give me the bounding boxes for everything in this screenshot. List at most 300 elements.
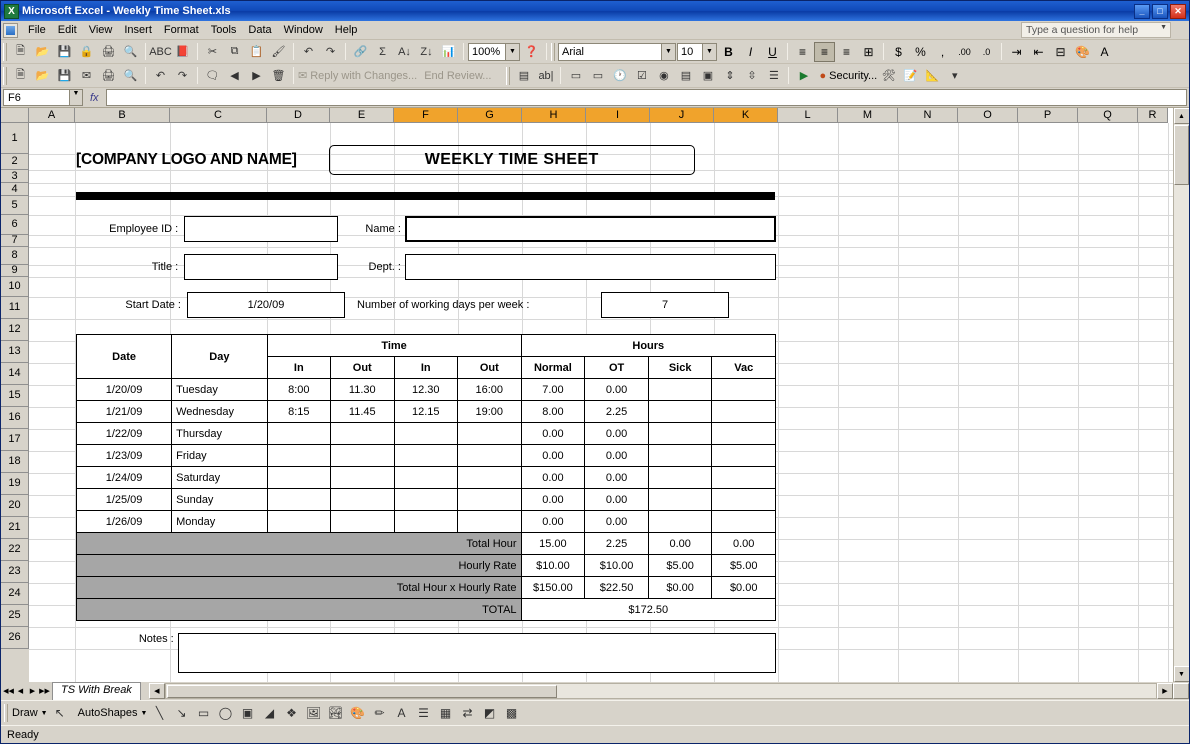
time-sheet-form	[76, 145, 776, 673]
oval-icon[interactable]: ◯	[218, 706, 233, 720]
cell-date[interactable]: 1/23/09	[77, 445, 172, 467]
cell-ot[interactable]: 0.00	[585, 511, 649, 533]
cell-normal[interactable]: 0.00	[521, 445, 585, 467]
summary-ot[interactable]: $22.50	[585, 577, 649, 599]
scroll-up-icon[interactable]: ▲	[1174, 108, 1190, 124]
toolbar-separator	[883, 43, 884, 60]
row-header-23[interactable]: 23	[1, 561, 29, 583]
column-header-P[interactable]: P	[1018, 108, 1078, 123]
employee-id-input[interactable]	[184, 216, 338, 242]
column-header-G[interactable]: G	[458, 108, 522, 123]
summary-vac[interactable]: $0.00	[712, 577, 776, 599]
insert-hyperlink-icon[interactable]: 🔗	[353, 46, 368, 58]
line-icon[interactable]: ╲	[155, 706, 164, 720]
scroll-right-icon[interactable]: ▶	[1157, 683, 1173, 699]
row-header-24[interactable]: 24	[1, 583, 29, 605]
column-header-B[interactable]: B	[75, 108, 170, 123]
sort-ascending-icon[interactable]: A↓	[398, 45, 411, 58]
row-headers	[1, 123, 29, 682]
save-disk-icon[interactable]: 💾	[57, 70, 72, 82]
new-document-icon[interactable]: 🗎	[16, 45, 25, 57]
tab-nav-buttons	[1, 682, 52, 700]
cell-day[interactable]: Tuesday	[172, 379, 267, 401]
summary-ot[interactable]: 2.25	[585, 533, 649, 555]
scroll-down-icon[interactable]: ▼	[1174, 666, 1190, 682]
mail-recipient-icon[interactable]: ✉	[81, 70, 92, 82]
toolbar-grip[interactable]	[506, 67, 510, 85]
row-header-3[interactable]: 3	[1, 170, 29, 183]
row-header-18[interactable]: 18	[1, 451, 29, 473]
cell-in1[interactable]	[267, 511, 330, 533]
increase-decimal-button[interactable]: .00	[958, 46, 971, 57]
shadow-style-icon[interactable]: ◩	[483, 706, 496, 720]
cell-normal[interactable]: 0.00	[521, 489, 585, 511]
horizontal-scroll-thumb[interactable]	[167, 685, 557, 698]
row-header-14[interactable]: 14	[1, 363, 29, 385]
cell-out2[interactable]	[458, 445, 522, 467]
design-mode-icon[interactable]: 📐	[925, 70, 940, 82]
bold-button[interactable]: B	[724, 44, 733, 59]
cell-date[interactable]: 1/22/09	[77, 423, 172, 445]
cell-day[interactable]: Friday	[172, 445, 267, 467]
menu-format[interactable]: Format	[163, 23, 199, 36]
menu-window[interactable]: Window	[283, 23, 323, 36]
toolbar-separator	[197, 43, 198, 60]
currency-button[interactable]: $	[895, 44, 902, 59]
cell-vac[interactable]	[712, 511, 776, 533]
italic-button[interactable]: I	[748, 44, 753, 59]
name-box-value: F6	[8, 91, 21, 104]
cell-out1[interactable]	[331, 423, 395, 445]
cell-day[interactable]: Wednesday	[172, 401, 267, 423]
cell-in1[interactable]	[267, 467, 330, 489]
grand-total-value[interactable]: $172.50	[521, 599, 775, 621]
cell-in2[interactable]	[394, 467, 458, 489]
undo-icon[interactable]: ↶	[303, 46, 314, 58]
table-group-header-row	[77, 335, 776, 357]
clip-art-icon[interactable]: 🖼	[305, 706, 322, 720]
cell-date[interactable]: 1/24/09	[77, 467, 172, 489]
end-review-button[interactable]: End Review...	[424, 69, 492, 82]
menu-edit[interactable]: Edit	[57, 23, 77, 36]
cell-out2[interactable]	[458, 511, 522, 533]
cell-out2[interactable]: 16:00	[458, 379, 522, 401]
chevron-down-icon[interactable]: ▼	[702, 44, 716, 60]
row-header-11[interactable]: 11	[1, 297, 29, 319]
cell-sick[interactable]	[648, 511, 712, 533]
draw-menu[interactable]: Draw ▼	[12, 707, 48, 719]
toolbar-grip[interactable]	[4, 704, 8, 722]
combo-box-icon[interactable]: ▣	[702, 70, 714, 82]
new-comment-icon[interactable]: 🗨	[205, 70, 220, 82]
three-d-style-icon[interactable]: ▩	[505, 706, 518, 720]
column-header-J[interactable]: J	[650, 108, 714, 123]
summary-label: Hourly Rate	[77, 555, 522, 577]
redo-icon[interactable]: ↷	[177, 70, 188, 82]
previous-comment-icon[interactable]: ◀	[230, 70, 239, 82]
chevron-down-icon[interactable]: ▼	[505, 44, 519, 60]
last-sheet-button[interactable]: ▶▶	[39, 688, 50, 695]
row-startdate-workingdays	[76, 292, 776, 318]
diagram-icon[interactable]: ❖	[286, 706, 297, 720]
cell-normal[interactable]: 7.00	[521, 379, 585, 401]
properties-icon[interactable]: ☰	[769, 70, 779, 82]
picture-icon[interactable]: 🏞	[327, 706, 344, 720]
redo-icon[interactable]: ↷	[325, 46, 336, 58]
arrow-icon[interactable]: ↘	[176, 706, 187, 720]
reply-with-changes-button[interactable]: ✉ Reply with Changes...	[298, 69, 418, 82]
line-style-icon[interactable]: ☰	[418, 706, 429, 720]
split-box[interactable]	[1173, 683, 1189, 699]
cell-out2[interactable]	[458, 489, 522, 511]
cell-vac[interactable]	[712, 423, 776, 445]
visual-basic-editor-icon[interactable]: 🛠	[881, 70, 896, 82]
cell-out1[interactable]: 11.45	[331, 401, 395, 423]
row-header-6[interactable]: 6	[1, 215, 29, 235]
row-header-22[interactable]: 22	[1, 539, 29, 561]
undo-icon[interactable]: ↶	[155, 70, 166, 82]
gridline-vertical	[898, 123, 899, 682]
arrow-style-icon[interactable]: ⇄	[462, 706, 473, 720]
cell-sick[interactable]	[648, 489, 712, 511]
column-header-I[interactable]: I	[586, 108, 650, 123]
column-header-N[interactable]: N	[898, 108, 958, 123]
menu-help[interactable]: Help	[334, 23, 358, 36]
merge-cells-button[interactable]: ⊞	[863, 44, 874, 59]
cell-out1[interactable]	[331, 445, 395, 467]
table-row[interactable]	[77, 467, 776, 489]
checkbox-icon[interactable]: ☑	[637, 70, 647, 82]
format-painter-icon[interactable]: 🖌	[271, 46, 286, 58]
row-header-4[interactable]: 4	[1, 183, 29, 196]
table-row[interactable]	[77, 423, 776, 445]
sheet-tab-ts-with-break[interactable]: TS With Break	[52, 682, 141, 700]
print-icon[interactable]: 🖨	[101, 70, 116, 82]
scrollbar-icon[interactable]: ⇳	[747, 70, 757, 82]
cell-normal[interactable]: 0.00	[521, 423, 585, 445]
autoshapes-menu[interactable]: AutoShapes ▼	[77, 707, 148, 719]
notes-label: Notes :	[138, 633, 174, 645]
cell-in2[interactable]	[394, 489, 458, 511]
indent-button[interactable]: ⇥	[1011, 44, 1022, 59]
cell-sick[interactable]	[648, 379, 712, 401]
row-header-15[interactable]: 15	[1, 385, 29, 407]
cell-in2[interactable]	[394, 511, 458, 533]
toolbar-separator	[145, 43, 146, 60]
row-header-20[interactable]: 20	[1, 495, 29, 517]
ungroup-icon[interactable]: ▭	[592, 70, 604, 82]
outdent-button[interactable]: ⇤	[1033, 44, 1044, 59]
column-header-O[interactable]: O	[958, 108, 1018, 123]
open-folder-icon[interactable]: 📂	[35, 70, 50, 82]
ask-a-question-box[interactable]: Type a question for help ▼	[1021, 22, 1171, 38]
font-color-button[interactable]: A	[1100, 44, 1109, 59]
select-objects-icon[interactable]: ↖	[54, 706, 65, 720]
print-preview-icon[interactable]: 🔍	[123, 46, 138, 58]
dash-style-icon[interactable]: ▦	[439, 706, 452, 720]
row-header-7[interactable]: 7	[1, 235, 29, 247]
table-row[interactable]	[77, 379, 776, 401]
sort-descending-icon[interactable]: Z↓	[420, 45, 433, 58]
cell-sick[interactable]	[648, 423, 712, 445]
cell-in2[interactable]: 12.30	[394, 379, 458, 401]
summary-normal[interactable]: 15.00	[521, 533, 585, 555]
shield-icon: ●	[819, 69, 827, 82]
select-all-corner[interactable]	[1, 108, 29, 123]
maximize-button[interactable]: □	[1152, 4, 1168, 19]
help-icon[interactable]: ❓	[524, 46, 539, 58]
copy-icon[interactable]: ⧉	[230, 45, 239, 57]
notes-input[interactable]	[178, 633, 776, 673]
menu-view[interactable]: View	[88, 23, 113, 36]
row-header-21[interactable]: 21	[1, 517, 29, 539]
cell-ot[interactable]: 0.00	[585, 423, 649, 445]
cell-sick[interactable]	[648, 445, 712, 467]
group-icon[interactable]: ▭	[570, 70, 582, 82]
name-input[interactable]	[405, 216, 776, 242]
working-days-input[interactable]: 7	[601, 292, 729, 318]
underline-button[interactable]: U	[768, 44, 777, 59]
summary-vac[interactable]: $5.00	[712, 555, 776, 577]
line-color-icon[interactable]: ✏	[374, 706, 385, 720]
cell-ot[interactable]: 2.25	[585, 401, 649, 423]
close-button[interactable]: ✕	[1170, 4, 1186, 19]
save-disk-icon[interactable]: 💾	[57, 46, 72, 58]
cell-ot[interactable]: 0.00	[585, 379, 649, 401]
cell-out1[interactable]	[331, 467, 395, 489]
cell-date[interactable]: 1/25/09	[77, 489, 172, 511]
align-center-button[interactable]: ≡	[814, 42, 835, 62]
cell-normal[interactable]: 0.00	[521, 467, 585, 489]
menu-file[interactable]: File	[28, 23, 46, 36]
cell-sick[interactable]	[648, 467, 712, 489]
cell-vac[interactable]	[712, 489, 776, 511]
row-header-16[interactable]: 16	[1, 407, 29, 429]
column-header-E[interactable]: E	[330, 108, 394, 123]
vertical-scroll-thumb[interactable]	[1174, 125, 1189, 185]
gridline-vertical	[838, 123, 839, 682]
minimize-button[interactable]: _	[1134, 4, 1150, 19]
cell-in1[interactable]	[267, 423, 330, 445]
cell-day[interactable]: Saturday	[172, 467, 267, 489]
cell-normal[interactable]: 0.00	[521, 511, 585, 533]
summary-ot[interactable]: $10.00	[585, 555, 649, 577]
summary-vac[interactable]: 0.00	[712, 533, 776, 555]
cell-in1[interactable]: 8:15	[267, 401, 330, 423]
list-box-icon[interactable]: ▤	[680, 70, 692, 82]
cell-in1[interactable]: 8:00	[267, 379, 330, 401]
run-macro-icon[interactable]: ▶	[799, 70, 809, 82]
cell-in2[interactable]	[394, 445, 458, 467]
row-header-10[interactable]: 10	[1, 277, 29, 297]
row-header-8[interactable]: 8	[1, 247, 29, 265]
comma-button[interactable]: ,	[940, 44, 945, 59]
table-row[interactable]	[77, 489, 776, 511]
spinner-icon[interactable]: ⇕	[725, 70, 735, 82]
column-header-F[interactable]: F	[394, 108, 458, 123]
font-size-value: 10	[681, 45, 694, 58]
row-header-19[interactable]: 19	[1, 473, 29, 495]
cell-ot[interactable]: 0.00	[585, 445, 649, 467]
horizontal-scrollbar[interactable]	[165, 683, 1157, 699]
cell-out2[interactable]	[458, 423, 522, 445]
cell-date[interactable]: 1/20/09	[77, 379, 172, 401]
title-input[interactable]	[184, 254, 338, 280]
first-sheet-button[interactable]: ◀◀	[3, 688, 14, 695]
font-size-combo[interactable]	[677, 43, 717, 61]
cell-day[interactable]: Monday	[172, 511, 267, 533]
borders-button[interactable]: ⊟	[1055, 44, 1066, 59]
summary-sick[interactable]: $5.00	[648, 555, 712, 577]
paste-clipboard-icon[interactable]: 📋	[249, 46, 264, 58]
cell-vac[interactable]	[712, 445, 776, 467]
toolbar-grip[interactable]	[3, 43, 7, 61]
row-header-13[interactable]: 13	[1, 341, 29, 363]
sheet-title: WEEKLY TIME SHEET	[329, 145, 695, 175]
cell-day[interactable]: Sunday	[172, 489, 267, 511]
row-header-26[interactable]: 26	[1, 627, 29, 649]
cell-in2[interactable]: 12.15	[394, 401, 458, 423]
scroll-left-icon[interactable]: ◀	[149, 683, 165, 699]
delete-comment-icon[interactable]: 🗑	[271, 70, 286, 82]
table-row[interactable]	[77, 401, 776, 423]
column-header-C[interactable]: C	[170, 108, 267, 123]
print-icon[interactable]: 🖨	[101, 46, 116, 58]
percent-button[interactable]: %	[915, 44, 926, 59]
font-color-icon[interactable]: A	[397, 706, 406, 720]
column-header-L[interactable]: L	[778, 108, 838, 123]
header-in-1: In	[267, 357, 330, 379]
dept-input[interactable]	[405, 254, 776, 280]
autosum-icon[interactable]: Σ	[379, 45, 386, 58]
column-header-R[interactable]: R	[1138, 108, 1168, 123]
fill-color-button[interactable]: 🎨	[1075, 44, 1090, 59]
row-header-25[interactable]: 25	[1, 605, 29, 627]
summary-normal[interactable]: $10.00	[521, 555, 585, 577]
chevron-down-icon[interactable]: ▼	[661, 44, 675, 60]
column-header-M[interactable]: M	[838, 108, 898, 123]
header-ot: OT	[585, 357, 649, 379]
fx-icon[interactable]: fx	[90, 91, 99, 104]
clock-icon[interactable]: 🕐	[613, 70, 627, 82]
prev-sheet-button[interactable]: ◀	[17, 688, 24, 695]
align-right-button[interactable]: ≡	[842, 44, 850, 59]
cell-ot[interactable]: 0.00	[585, 489, 649, 511]
wordart-icon[interactable]: ◢	[264, 706, 275, 720]
align-left-button[interactable]: ≡	[798, 44, 806, 59]
cell-day[interactable]: Thursday	[172, 423, 267, 445]
cell-vac[interactable]	[712, 401, 776, 423]
security-button[interactable]: ● Security...	[819, 69, 878, 82]
start-date-label: Start Date :	[125, 299, 181, 311]
summary-sick[interactable]: 0.00	[648, 533, 712, 555]
gridline-vertical	[778, 123, 779, 682]
cells-canvas[interactable]	[29, 123, 1189, 682]
cell-vac[interactable]	[712, 467, 776, 489]
column-header-K[interactable]: K	[714, 108, 778, 123]
formula-input[interactable]	[106, 89, 1187, 106]
spell-check-icon[interactable]: ABC	[149, 45, 172, 58]
summary-sick[interactable]: $0.00	[648, 577, 712, 599]
cell-date[interactable]: 1/26/09	[77, 511, 172, 533]
chart-wizard-icon[interactable]: 📊	[441, 46, 456, 58]
menu-data[interactable]: Data	[248, 23, 272, 36]
table-row[interactable]	[77, 511, 776, 533]
radio-icon[interactable]: ◉	[659, 70, 669, 82]
summary-normal[interactable]: $150.00	[521, 577, 585, 599]
cell-in2[interactable]	[394, 423, 458, 445]
microsoft-script-editor-icon[interactable]: 📝	[903, 70, 918, 82]
next-sheet-button[interactable]: ▶	[29, 688, 36, 695]
cell-ot[interactable]: 0.00	[585, 467, 649, 489]
chevron-down-icon[interactable]: ▼	[69, 90, 82, 105]
formula-bar	[1, 88, 1189, 108]
toolbar-separator	[293, 43, 294, 60]
cell-in1[interactable]	[267, 445, 330, 467]
cell-out2[interactable]: 19:00	[458, 401, 522, 423]
print-preview-icon[interactable]: 🔍	[123, 70, 138, 82]
toolbar-options-icon[interactable]: ▾	[951, 70, 958, 82]
cell-sick[interactable]	[648, 401, 712, 423]
text-box-icon[interactable]: ▣	[241, 706, 254, 720]
vertical-scrollbar[interactable]	[1173, 108, 1189, 682]
cell-normal[interactable]: 8.00	[521, 401, 585, 423]
zoom-combo[interactable]	[468, 43, 520, 61]
row-header-5[interactable]: 5	[1, 196, 29, 215]
research-icon[interactable]: 📕	[175, 46, 190, 58]
cell-out1[interactable]: 11.30	[331, 379, 395, 401]
cell-out1[interactable]	[331, 489, 395, 511]
cell-out2[interactable]	[458, 467, 522, 489]
permission-icon[interactable]: 🔒	[79, 46, 94, 58]
row-header-2[interactable]: 2	[1, 154, 29, 170]
cell-in1[interactable]	[267, 489, 330, 511]
cell-out1[interactable]	[331, 511, 395, 533]
cell-date[interactable]: 1/21/09	[77, 401, 172, 423]
row-header-17[interactable]: 17	[1, 429, 29, 451]
next-comment-icon[interactable]: ▶	[252, 70, 261, 82]
row-header-9[interactable]: 9	[1, 265, 29, 277]
menu-insert[interactable]: Insert	[124, 23, 152, 36]
open-folder-icon[interactable]: 📂	[35, 46, 50, 58]
gridline-vertical	[1138, 123, 1139, 682]
table-row[interactable]	[77, 445, 776, 467]
decrease-decimal-button[interactable]: .0	[982, 46, 991, 57]
menu-tools[interactable]: Tools	[210, 23, 237, 36]
column-header-H[interactable]: H	[522, 108, 586, 123]
name-box[interactable]	[3, 89, 83, 106]
column-header-Q[interactable]: Q	[1078, 108, 1138, 123]
formatting-toolbar-grip[interactable]	[551, 43, 555, 61]
row-header-12[interactable]: 12	[1, 319, 29, 341]
cell-vac[interactable]	[712, 379, 776, 401]
standard-toolbar	[1, 40, 1189, 64]
fill-color-icon[interactable]: 🎨	[350, 706, 365, 720]
ab-icon[interactable]: ab|	[538, 69, 554, 82]
font-name-combo[interactable]	[558, 43, 676, 61]
row-header-1[interactable]: 1	[1, 123, 29, 154]
excel-icon: X	[4, 4, 19, 19]
column-header-A[interactable]: A	[29, 108, 75, 123]
print-area-icon[interactable]: ▤	[518, 70, 530, 82]
rectangle-icon[interactable]: ▭	[197, 706, 210, 720]
status-text: Ready	[7, 728, 39, 741]
new-document-icon[interactable]: 🗎	[16, 69, 25, 81]
column-header-D[interactable]: D	[267, 108, 330, 123]
start-date-input[interactable]: 1/20/09	[187, 292, 345, 318]
toolbar-grip[interactable]	[3, 67, 7, 85]
cut-scissors-icon[interactable]: ✂	[207, 46, 218, 58]
